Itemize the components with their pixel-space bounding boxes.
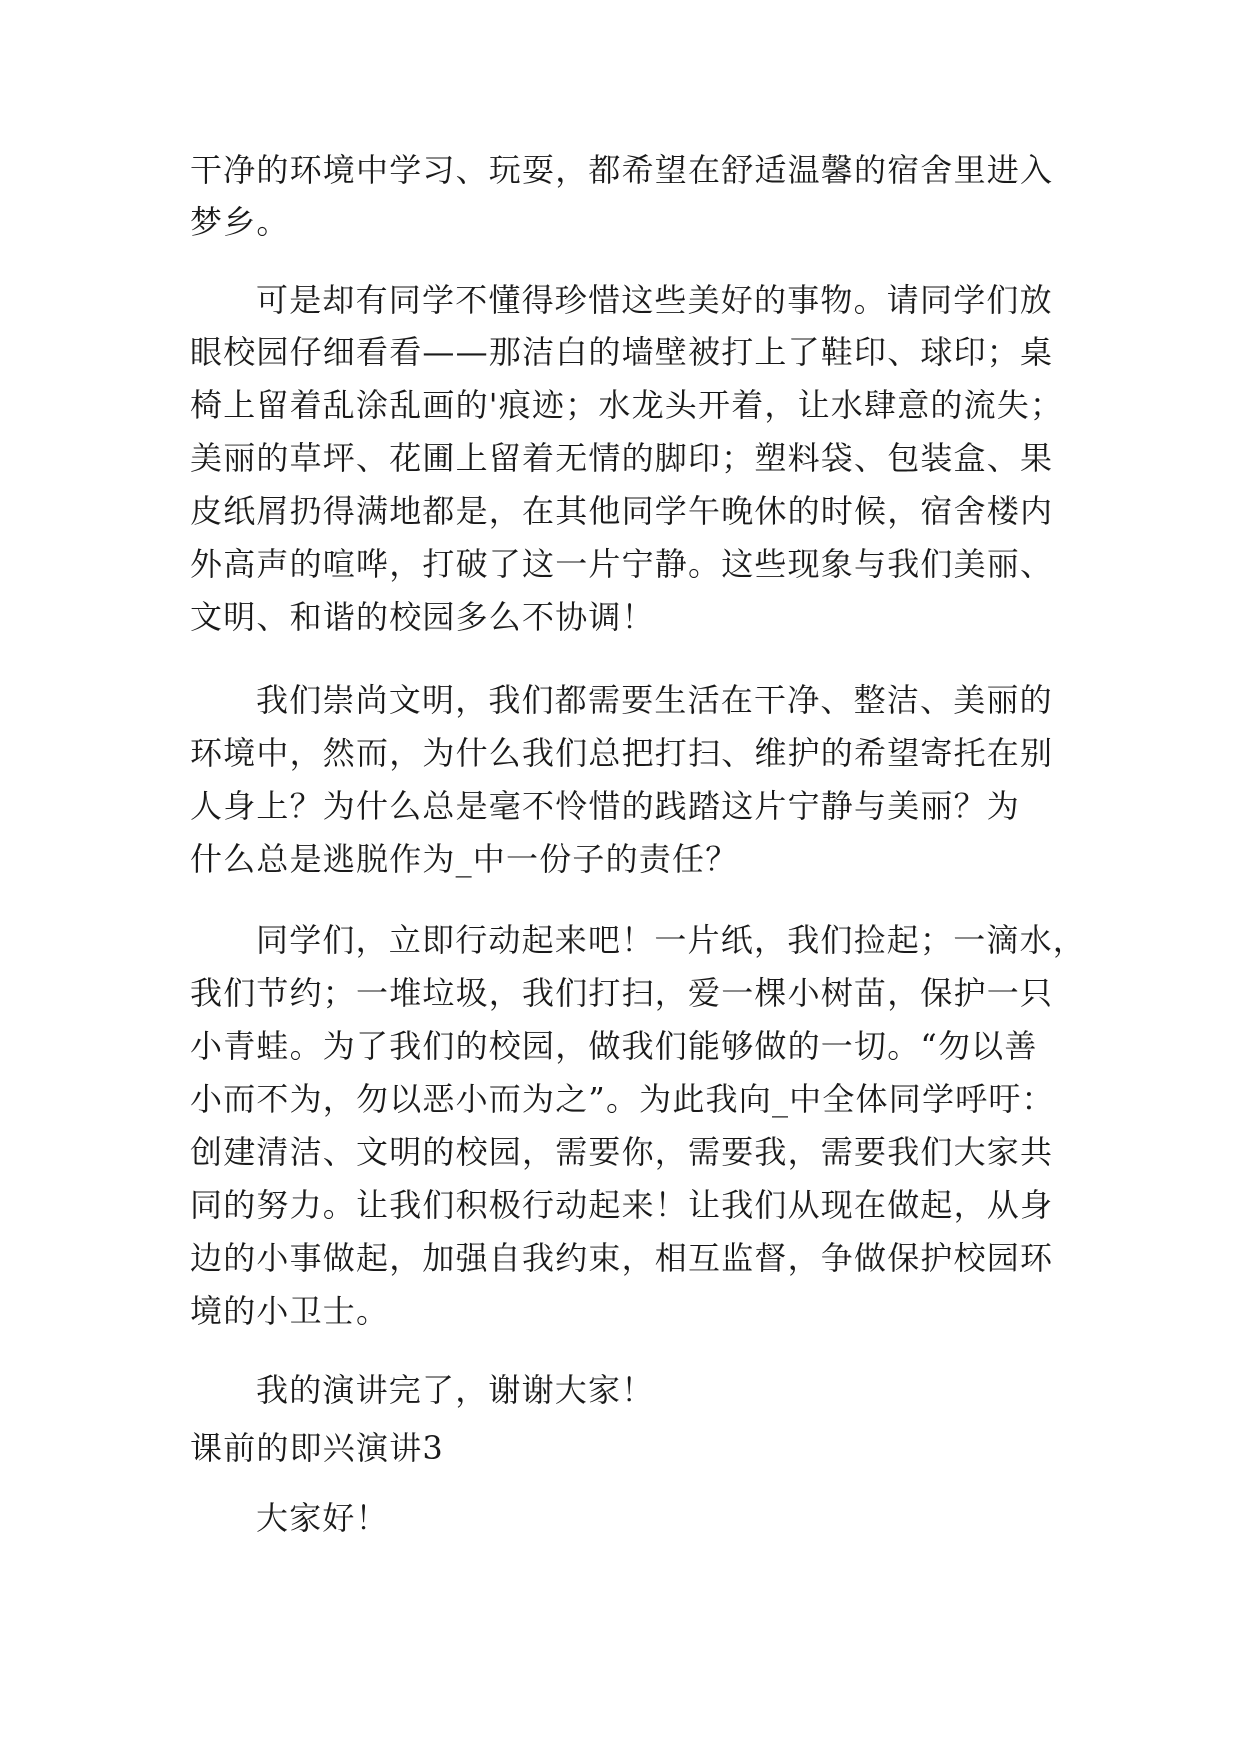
text-line: 境的小卫士。 — [190, 1292, 390, 1330]
text-line: 人身上？为什么总是毫不怜惜的践踏这片宁静与美丽？为 — [190, 787, 1021, 825]
text-line: 美丽的草坪、花圃上留着无情的脚印；塑料袋、包装盒、果 — [190, 439, 1054, 477]
text-line: 创建清洁、文明的校园，需要你，需要我，需要我们大家共 — [190, 1133, 1054, 1171]
text-line: 边的小事做起，加强自我约束，相互监督，争做保护校园环 — [190, 1239, 1054, 1277]
section-heading: 课前的即兴演讲3 — [190, 1429, 444, 1467]
text-line: 眼校园仔细看看——那洁白的墙壁被打上了鞋印、球印；桌 — [190, 333, 1054, 371]
text-line: 干净的环境中学习、玩耍，都希望在舒适温馨的宿舍里进入 — [190, 151, 1054, 189]
text-line: 小而不为，勿以恶小而为之”。为此我向_中全体同学呼吁： — [190, 1080, 1055, 1118]
text-line: 皮纸屑扔得满地都是，在其他同学午晚休的时候，宿舍楼内 — [190, 492, 1054, 530]
paragraph-first-line: 可是却有同学不懂得珍惜这些美好的事物。请同学们放 — [256, 281, 1053, 319]
text-line: 梦乡。 — [190, 203, 290, 241]
text-line: 同的努力。让我们积极行动起来！让我们从现在做起，从身 — [190, 1186, 1054, 1224]
closing-line: 我的演讲完了，谢谢大家！ — [256, 1371, 655, 1409]
text-line: 小青蛙。为了我们的校园，做我们能够做的一切。“勿以善 — [190, 1027, 1038, 1065]
paragraph-first-line: 我们崇尚文明，我们都需要生活在干净、整洁、美丽的 — [256, 681, 1053, 719]
text-line: 我们节约；一堆垃圾，我们打扫，爱一棵小树苗，保护一只 — [190, 974, 1054, 1012]
text-line: 环境中，然而，为什么我们总把打扫、维护的希望寄托在别 — [190, 734, 1054, 772]
text-line: 椅上留着乱涂乱画的'痕迹；水龙头开着，让水肆意的流失； — [190, 386, 1064, 424]
paragraph-first-line: 同学们，立即行动起来吧！一片纸，我们捡起；一滴水， — [256, 921, 1087, 959]
text-line: 什么总是逃脱作为_中一份子的责任？ — [190, 840, 739, 878]
text-line: 文明、和谐的校园多么不协调！ — [190, 598, 655, 636]
greeting-line: 大家好！ — [256, 1499, 389, 1537]
text-line: 外高声的喧哗，打破了这一片宁静。这些现象与我们美丽、 — [190, 545, 1054, 583]
